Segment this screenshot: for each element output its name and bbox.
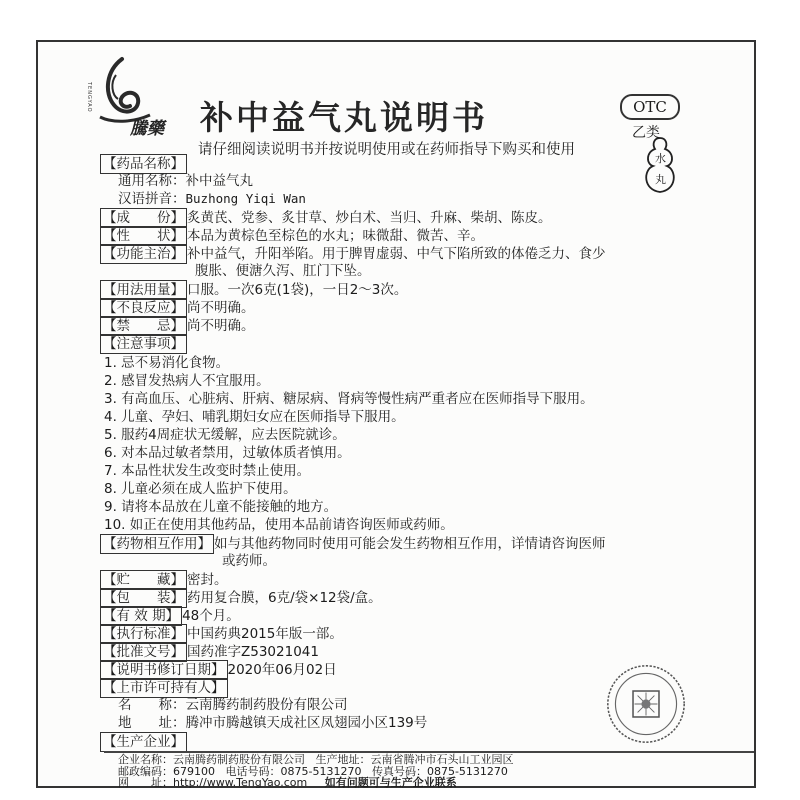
pinyin-label: 汉语拼音： <box>118 191 186 207</box>
usage-value: 口服。一次6克(1袋)，一日2～3次。 <box>187 282 408 298</box>
manufacturer-header: 【生产企业】 <box>100 732 187 752</box>
precaution-item: 1. 忌不易消化食物。 <box>104 355 230 371</box>
package-value: 药用复合膜，6克/袋×12袋/盒。 <box>187 590 382 606</box>
company-seal-icon <box>604 662 688 746</box>
holder-name-value: 云南腾药制药股份有限公司 <box>185 697 348 713</box>
package-row: 【包 装】 药用复合膜，6克/袋×12袋/盒。 <box>100 588 382 608</box>
precaution-item: 9. 请将本品放在儿童不能接触的地方。 <box>104 499 338 515</box>
contra-value: 尚不明确。 <box>187 318 255 334</box>
otc-class: 乙类 <box>632 125 660 141</box>
storage-row: 【贮 藏】 密封。 <box>100 570 228 590</box>
gourd-text-bottom: 丸 <box>655 173 666 186</box>
revision-row: 【说明书修订日期】 2020年06月02日 <box>100 660 337 680</box>
manufacturer-row-0: 企业名称：云南腾药制药股份有限公司 生产地址：云南省腾冲市石头山工业园区 <box>118 753 514 766</box>
validity-value: 48个月。 <box>182 608 240 624</box>
standard-row: 【执行标准】 中国药典2015年版一部。 <box>100 624 343 644</box>
adverse-row: 【不良反应】 尚不明确。 <box>100 298 255 318</box>
interaction-row: 【药物相互作用】 如与其他药物同时使用可能会发生药物相互作用，详情请咨询医师 <box>100 534 606 554</box>
indications-row: 【功能主治】 补中益气，升阳举陷。用于脾胃虚弱、中气下陷所致的体倦乏力、食少 <box>100 244 606 264</box>
gourd-text-top: 水 <box>655 152 666 165</box>
validity-row: 【有 效 期】 48个月。 <box>100 606 240 626</box>
precaution-item: 7. 本品性状发生改变时禁止使用。 <box>104 463 311 479</box>
brand-name: 騰藥 <box>130 119 164 139</box>
indications-value-1: 补中益气，升阳举陷。用于脾胃虚弱、中气下陷所致的体倦乏力、食少 <box>187 246 606 262</box>
approval-value: 国药准字Z53021041 <box>187 644 319 660</box>
precaution-item: 10. 如正在使用其他药品，使用本品前请咨询医师或药师。 <box>104 517 454 533</box>
precautions-header: 【注意事项】 <box>100 334 187 354</box>
otc-badge: OTC <box>620 94 680 120</box>
holder-addr-label: 地 址： <box>118 715 186 731</box>
ingredients-row: 【成 份】 炙黄芪、党参、炙甘草、炒白术、当归、升麻、柴胡、陈皮。 <box>100 208 552 228</box>
interaction-value-1: 如与其他药物同时使用可能会发生药物相互作用，详情请咨询医师 <box>214 536 606 552</box>
storage-value: 密封。 <box>187 572 228 588</box>
manufacturer-row-1: 邮政编码：679100 电话号码：0875-5131270 传真号码：0875-5131270 <box>118 765 508 778</box>
website-link[interactable]: http://www.TengYao.com <box>173 776 308 789</box>
standard-value: 中国药典2015年版一部。 <box>187 626 343 642</box>
precaution-item: 5. 服药4周症状无缓解，应去医院就诊。 <box>104 427 346 443</box>
precaution-item: 2. 感冒发热病人不宜服用。 <box>104 373 270 389</box>
page-subtitle: 请仔细阅读说明书并按说明使用或在药师指导下购买和使用 <box>198 142 575 158</box>
precaution-item: 8. 儿童必须在成人监护下使用。 <box>104 481 297 497</box>
holder-name-label: 名 称： <box>118 697 186 713</box>
generic-name-label: 通用名称： <box>118 173 186 189</box>
precaution-item: 4. 儿童、孕妇、哺乳期妇女应在医师指导下服用。 <box>104 409 405 425</box>
holder-name-row <box>118 696 348 714</box>
generic-name-value: 补中益气丸 <box>185 173 253 189</box>
contra-row: 【禁 忌】 尚不明确。 <box>100 316 255 336</box>
ingredients-value: 炙黄芪、党参、炙甘草、炒白术、当归、升麻、柴胡、陈皮。 <box>187 210 552 226</box>
holder-header: 【上市许可持有人】 <box>100 678 228 698</box>
page-title: 补中益气丸说明书 <box>200 98 488 137</box>
pinyin-value: Buzhong Yiqi Wan <box>185 191 306 206</box>
manufacturer-row-2: 网 址：http://www.TengYao.com 如有问题可与生产企业联系 <box>118 776 457 789</box>
revision-value: 2020年06月02日 <box>227 662 337 678</box>
precaution-item: 6. 对本品过敏者禁用，过敏体质者慎用。 <box>104 445 351 461</box>
interaction-value-2: 或药师。 <box>222 553 276 569</box>
approval-row: 【批准文号】 国药准字Z53021041 <box>100 642 319 662</box>
indications-value-2: 腹胀、便溏久泻、肛门下坠。 <box>195 263 371 279</box>
character-row: 【性 状】 本品为黄棕色至棕色的水丸；味微甜、微苦、辛。 <box>100 226 484 246</box>
footer-note: 如有问题可与生产企业联系 <box>324 776 457 789</box>
holder-addr-row <box>118 714 427 732</box>
pinyin-row <box>118 190 306 208</box>
name-section-header: 【药品名称】 <box>100 154 187 174</box>
precaution-item: 3. 有高血压、心脏病、肝病、糖尿病、肾病等慢性病严重者应在医师指导下服用。 <box>104 391 594 407</box>
adverse-value: 尚不明确。 <box>187 300 255 316</box>
character-value: 本品为黄棕色至棕色的水丸；味微甜、微苦、辛。 <box>187 228 484 244</box>
generic-name-row <box>118 172 253 190</box>
brand-vertical: TENGYAO <box>86 82 92 113</box>
holder-addr-value: 腾冲市腾越镇天成社区凤翅园小区139号 <box>185 715 428 731</box>
usage-row: 【用法用量】 口服。一次6克(1袋)，一日2～3次。 <box>100 280 407 300</box>
